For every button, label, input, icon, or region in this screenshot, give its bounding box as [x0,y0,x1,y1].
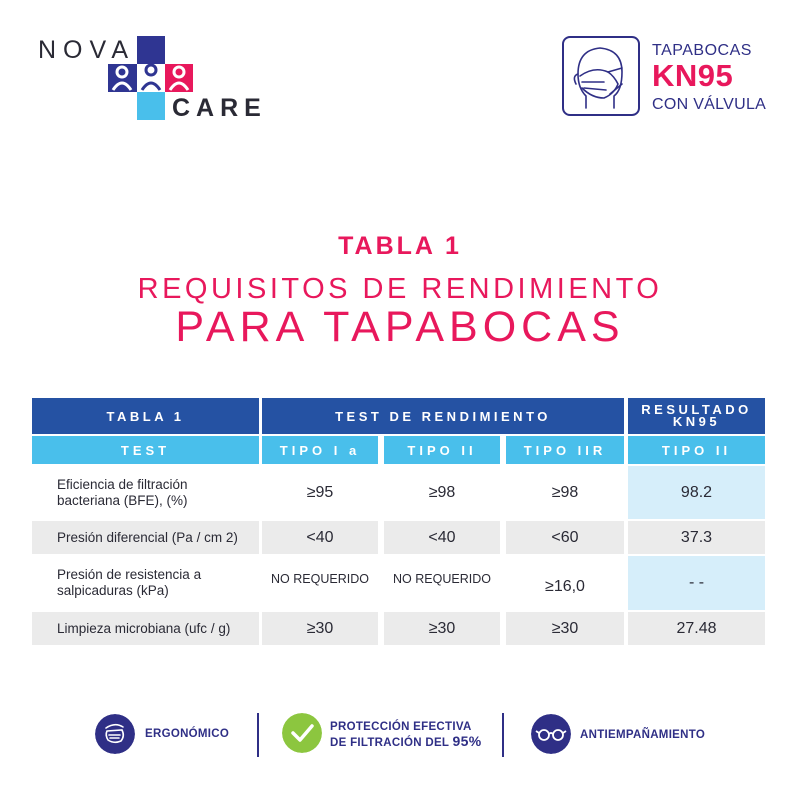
row-1-tipo-2: ≥98 [384,466,500,519]
row-3-tipo-1: NO REQUERIDO [262,556,378,602]
row-3-tipo-2: NO REQUERIDO [384,556,500,602]
product-line-1: TAPABOCAS [652,42,752,59]
performance-table [32,398,765,646]
header-result [628,398,765,434]
header-table-label: TABLA 1 [32,398,259,434]
row-3-tipo-3: ≥16,0 [506,564,624,610]
page-title-line-1: REQUISITOS DE RENDIMIENTO [137,273,663,305]
row-2-tipo-1: <40 [262,521,378,554]
feature-divider [502,713,504,757]
row-2-label: Presión diferencial (Pa / cm 2) [32,521,259,554]
ergonomic-mask-icon [95,714,135,754]
face-mask-badge [562,36,640,116]
product-model: KN95 [652,58,734,93]
feature-protection-label [330,720,481,750]
header-result-tipo: TIPO II [628,436,765,464]
row-4-label: Limpieza microbiana (ufc / g) [32,612,259,645]
row-4-tipo-3: ≥30 [506,612,624,645]
nova-care-logo [30,28,280,128]
feature-protection-line-2-text: DE FILTRACIÓN DEL [330,737,450,749]
feature-protection-line-1: PROTECCIÓN EFECTIVA [330,721,472,733]
table-number-title: TABLA 1 [338,232,462,260]
feature-divider [257,713,259,757]
face-mask-icon [564,38,638,114]
header-tipo-1: TIPO I a [262,436,378,464]
header-tipo-3: TIPO IIR [506,436,624,464]
table-row-label [32,466,259,519]
checkmark-icon [282,713,322,753]
logo-word-care: CARE [172,94,267,122]
header-test-group: TEST DE RENDIMIENTO [262,398,624,434]
feature-protection-line-2 [330,734,481,750]
row-1-tipo-1: ≥95 [262,466,378,519]
row-4-tipo-2: ≥30 [384,612,500,645]
logo-word-nova: NOVA [38,36,135,64]
page-title-line-2: PARA TAPABOCAS [175,303,625,351]
header-tipo-2: TIPO II [384,436,500,464]
feature-ergonomic-label: ERGONÓMICO [145,728,230,740]
row-3-result: - - [628,556,765,610]
glasses-icon [531,714,571,754]
row-2-tipo-2: <40 [384,521,500,554]
row-2-tipo-3: <60 [506,521,624,554]
row-4-tipo-1: ≥30 [262,612,378,645]
header-result-line-2: KN95 [672,414,721,429]
row-3-label-line-1: Presión de resistencia a [57,567,202,582]
row-1-result: 98.2 [628,466,765,519]
row-1-tipo-3: ≥98 [506,466,624,519]
header-result-line-1: RESULTADO [641,402,752,417]
row-2-result: 37.3 [628,521,765,554]
row-1-label-line-1: Eficiencia de filtración [57,476,188,492]
table-row-label [32,556,259,610]
feature-protection-percent: 95% [452,733,482,749]
row-4-result: 27.48 [628,612,765,645]
row-1-label-line-2: bacteriana (BFE), (%) [57,492,188,508]
row-3-label-line-2: salpicaduras (kPa) [57,583,169,598]
product-line-3: CON VÁLVULA [652,96,767,113]
header-test: TEST [32,436,259,464]
feature-antifog-label: ANTIEMPAÑAMIENTO [580,729,706,741]
